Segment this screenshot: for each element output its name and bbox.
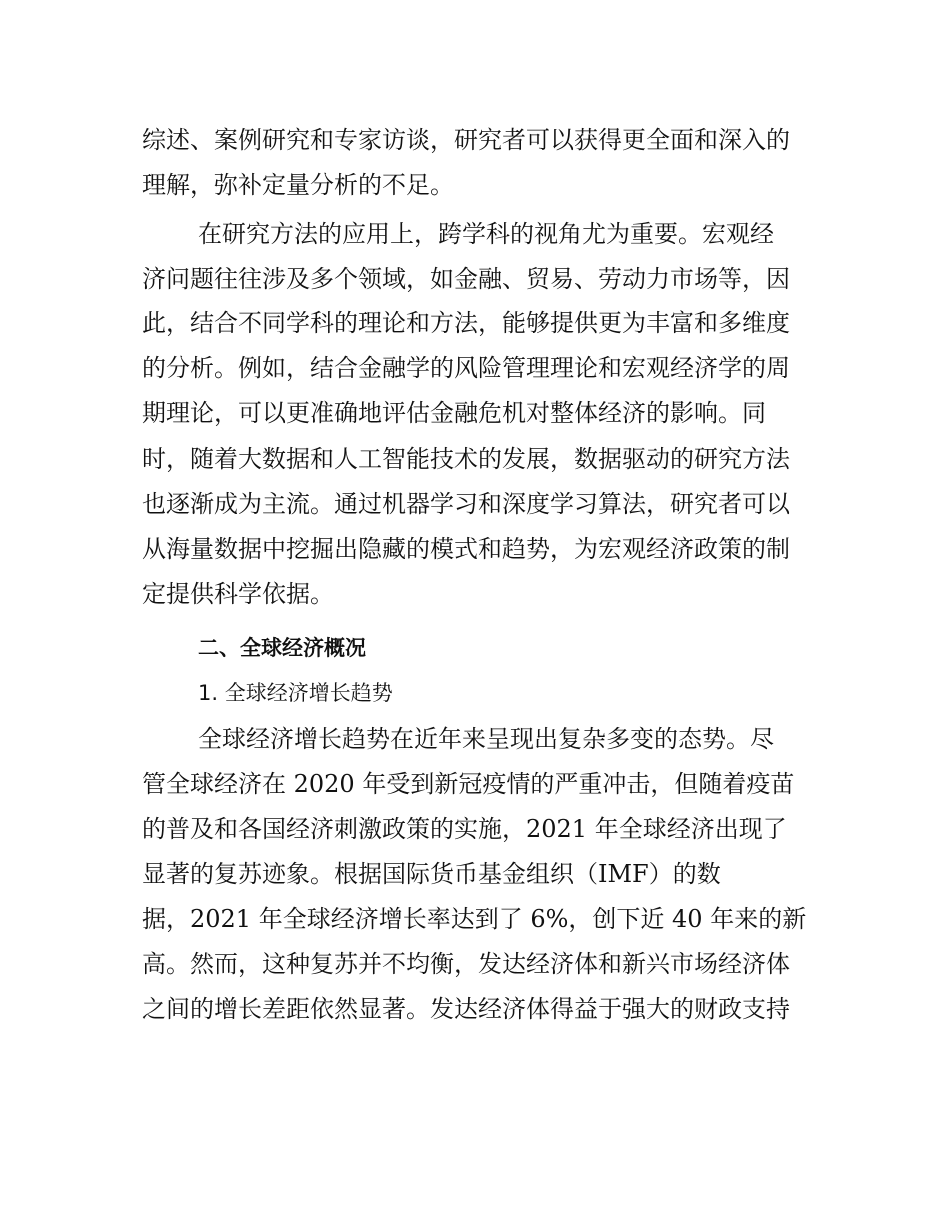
paragraph-first-line: 在研究方法的应用上，跨学科的视角尤为重要。宏观经 — [198, 220, 774, 248]
text-line: 显著的复苏迹象。根据国际货币基金组织（IMF）的数 — [142, 860, 721, 888]
text-line: 理解，弥补定量分析的不足。 — [142, 171, 454, 199]
text-line: 据，2021 年全球经济增长率达到了 6%，创下近 40 年来的新 — [142, 905, 807, 933]
text-line: 管全球经济在 2020 年受到新冠疫情的严重冲击，但随着疫苗 — [142, 770, 795, 798]
text-line: 综述、案例研究和专家访谈，研究者可以获得更全面和深入的 — [142, 126, 790, 154]
text-line: 也逐渐成为主流。通过机器学习和深度学习算法，研究者可以 — [142, 490, 790, 518]
text-line: 高。然而，这种复苏并不均衡，发达经济体和新兴市场经济体 — [142, 950, 790, 978]
text-line: 期理论，可以更准确地评估金融危机对整体经济的影响。同 — [142, 399, 766, 427]
paragraph-first-line: 全球经济增长趋势在近年来呈现出复杂多变的态势。尽 — [198, 725, 774, 753]
text-line: 济问题往往涉及多个领域，如金融、贸易、劳动力市场等，因 — [142, 265, 790, 293]
text-line: 从海量数据中挖掘出隐藏的模式和趋势，为宏观经济政策的制 — [142, 535, 790, 563]
text-line: 的普及和各国经济刺激政策的实施，2021 年全球经济出现了 — [142, 815, 787, 843]
text-line: 的分析。例如，结合金融学的风险管理理论和宏观经济学的周 — [142, 354, 790, 382]
text-line: 此，结合不同学科的理论和方法，能够提供更为丰富和多维度 — [142, 309, 790, 337]
text-line: 时，随着大数据和人工智能技术的发展，数据驱动的研究方法 — [142, 445, 790, 473]
subsection-heading: 1. 全球经济增长趋势 — [198, 681, 393, 705]
section-heading: 二、全球经济概况 — [198, 636, 366, 660]
text-line: 之间的增长差距依然显著。发达经济体得益于强大的财政支持 — [142, 995, 790, 1023]
text-line: 定提供科学依据。 — [142, 580, 334, 608]
